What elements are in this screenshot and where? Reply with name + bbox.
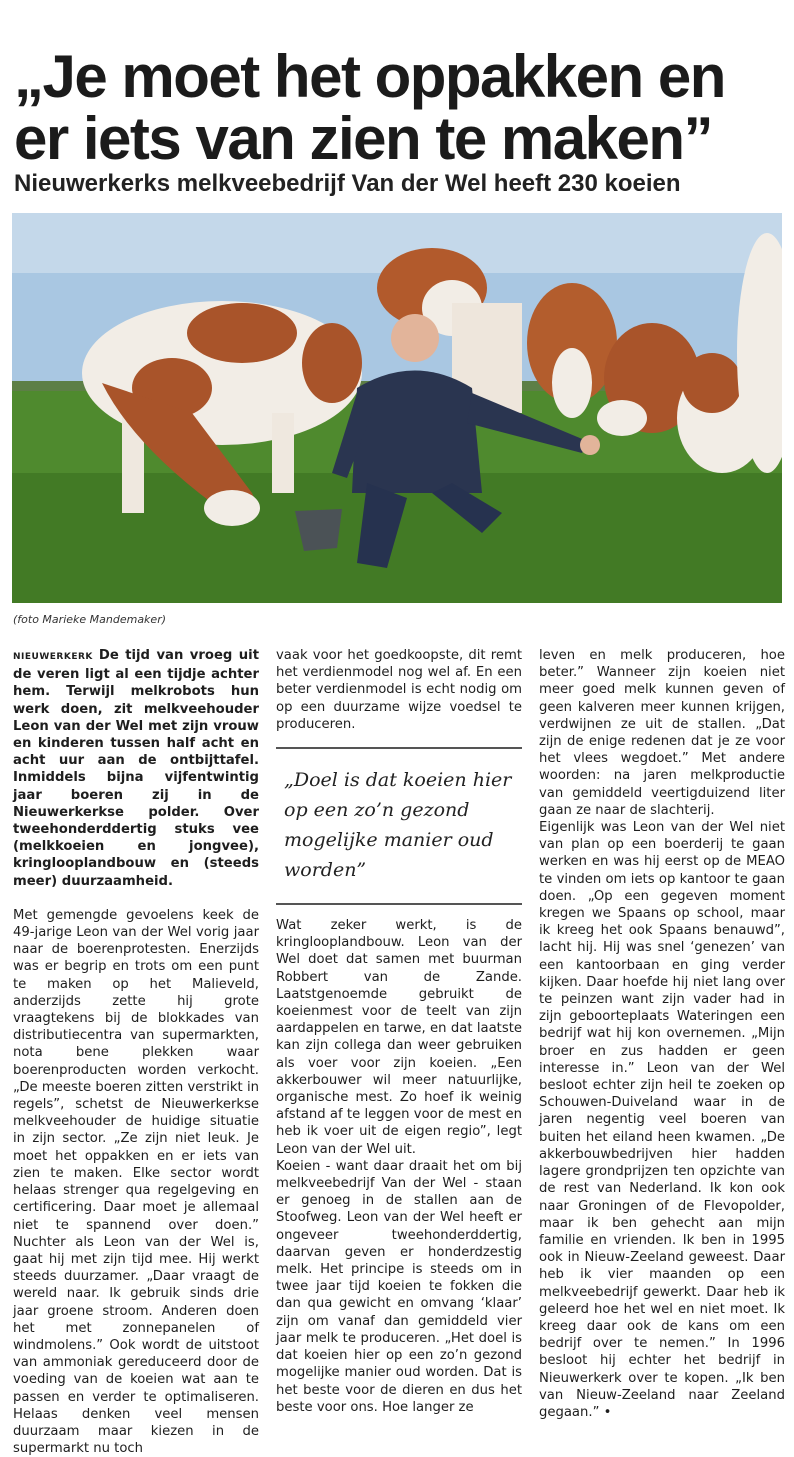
subheadline: Nieuwerkerks melkveebedrijf Van der Wel heeft 230 koeien bbox=[14, 170, 681, 197]
column-2 bbox=[276, 647, 522, 1416]
dateline: NIEUWERKERK bbox=[13, 652, 93, 662]
photo-caption: (foto Marieke Mandemaker) bbox=[13, 613, 167, 626]
body-paragraph: Met gemengde gevoelens keek de 49-jarige Leon van der Wel vorig jaar naar de boerenprotesten. Enerzijds was er begrip en trots om een punt te maken op het Malieveld, anderzijds zette hij grote vraagtekens bij de blokkades van distributiecentra van supermarkten, nota bene plekken waar boerenproducten worden verkocht. „De meeste boeren zitten verstrikt in regels”, schetst de Nieuwerkerkse melkveehouder de huidige situatie in zijn sector. „Ze zijn niet leuk. Je moet het oppakken en er iets van zien te maken. Elke sector wordt helaas strenger qua regelgeving en certificering. Daar moet je allemaal niet te spannend over doen.” Nuchter als Leon van der Wel is, gaat hij met zijn tijd mee. Hij werkt steeds duurzamer. „Daar vraagt de wereld naar. Ik gebruik sinds drie jaar groene stroom. Anderen doen het met zonnepanelen of windmolens.” Ook wordt de uitstoot van ammoniak gereduceerd door de voeding van de koeien wat aan te passen en verder te optimaliseren. Helaas denken veel mensen duurzaam maar kiezen in de supermarkt nu toch bbox=[13, 907, 259, 1457]
lead-text: De tijd van vroeg uit de veren ligt al een tijdje achter hem. Terwijl melkrobots hun werk doen, zit melkveehouder Leon van der Wel met zijn vrouw en kinderen tussen half acht en acht uur aan de ontbijttafel. Inmiddels bijna vijfentwintig jaar boeren zij in de Nieuwerkerkse polder. Over tweehonderddertig stuks vee (melkkoeien en jongvee), kringlooplandbouw en (steeds meer) duurzaamheid. bbox=[13, 648, 259, 889]
pull-quote-text: „Doel is dat koeien hier op een zo’n gezond mogelijke manier oud worden” bbox=[284, 769, 512, 882]
pull-quote bbox=[276, 747, 522, 905]
column-3 bbox=[539, 647, 785, 1421]
lead-paragraph bbox=[13, 647, 259, 890]
article-photo bbox=[12, 213, 782, 603]
column-1 bbox=[13, 647, 259, 1457]
headline: „Je moet het oppakken en er iets van zien te maken” bbox=[14, 43, 725, 173]
body-paragraph: Eigenlijk was Leon van der Wel niet van plan op een boerderij te gaan werken en was hij eerst op de MEAO te vinden om iets op kantoor te gaan doen. „Op een gegeven moment kregen we Spaans op school, maar ik kreeg het ook Spaans benauwd”, lacht hij. Hij was snel ‘genezen’ van een kantoorbaan en ging verder kijken. Daar hoefde hij niet lang over te peinzen want zijn vader had in zijn geboorteplaats Wateringen een bedrijf wat hij kon overnemen. „Mijn broer en zus hadden er geen interesse in.” Leon van der Wel besloot echter zijn heil te zoeken op Schouwen-Duiveland waar in de jaren negentig veel boeren van buiten het eiland heen kwamen. „De akkerbouwbedrijven hier hadden lagere grondprijzen ten opzichte van de rest van Nederland. Ik kon ook naar Groningen of de Flevopolder, maar ik ben gehecht aan mijn familie en vrienden. Ik ben in 1995 ook in Nieuw-Zeeland geweest. Daar heb ik vier maanden op een melkveebedrijf gewerkt. Daar heb ik geleerd hoe het wel en niet moet. Ik kreeg daar ook de kans om een bedrijf over te nemen.” In 1996 besloot hij echter het bedrijf in Nieuwerkerk over te kopen. „Ik ben van Nieuw-Zeeland naar Zeeland gegaan.” • bbox=[539, 820, 785, 1420]
body-paragraph: vaak voor het goedkoopste, dit remt het verdienmodel nog wel af. En een beter verdienmodel is echt nodig om op een duurzame wijze voedsel te produceren. bbox=[276, 648, 522, 732]
body-paragraph: Koeien - want daar draait het om bij melkveebedrijf Van der Wel - staan er genoeg in de stallen aan de Stoofweg. Leon van der Wel heeft er ongeveer tweehonderddertig, daarvan geven er honderdzestig melk. Het principe is steeds om in twee jaar tijd koeien te fokken die dan qua gewicht en omvang ‘klaar’ zijn om vanaf dan gemiddeld vier jaar melk te produceren. „Het doel is dat koeien hier op een zo’n gezond mogelijke manier oud worden. Dat is het beste voor de dieren en dus het beste voor ons. Hoe langer ze bbox=[276, 1158, 522, 1415]
body-paragraph: Wat zeker werkt, is de kringlooplandbouw. Leon van der Wel doet dat samen met buurman Robbert van de Zande. Laatstgenoemde gebruikt de koeienmest voor de teelt van zijn aardappelen en tarwe, en dat laatste kan zijn collega dan weer gebruiken als voer voor zijn koeien. „Een akkerbouwer wil meer natuurlijke, organische mest. Zo hoef ik weinig afstand af te leggen voor de mest en heb ik voer uit de eigen regio”, legt Leon van der Wel uit. bbox=[276, 918, 522, 1157]
body-paragraph: leven en melk produceren, hoe beter.” Wanneer zijn koeien niet meer goed melk kunnen geven of geen kalveren meer kunnen krijgen, verdwijnen ze uit de stallen. „Dat zijn de enige redenen dat je ze voor het vlees wegdoet.” Met andere woorden: na jaren melkproductie van gemiddeld veertigduizend liter gaan ze naar de slachterij. bbox=[539, 648, 785, 818]
